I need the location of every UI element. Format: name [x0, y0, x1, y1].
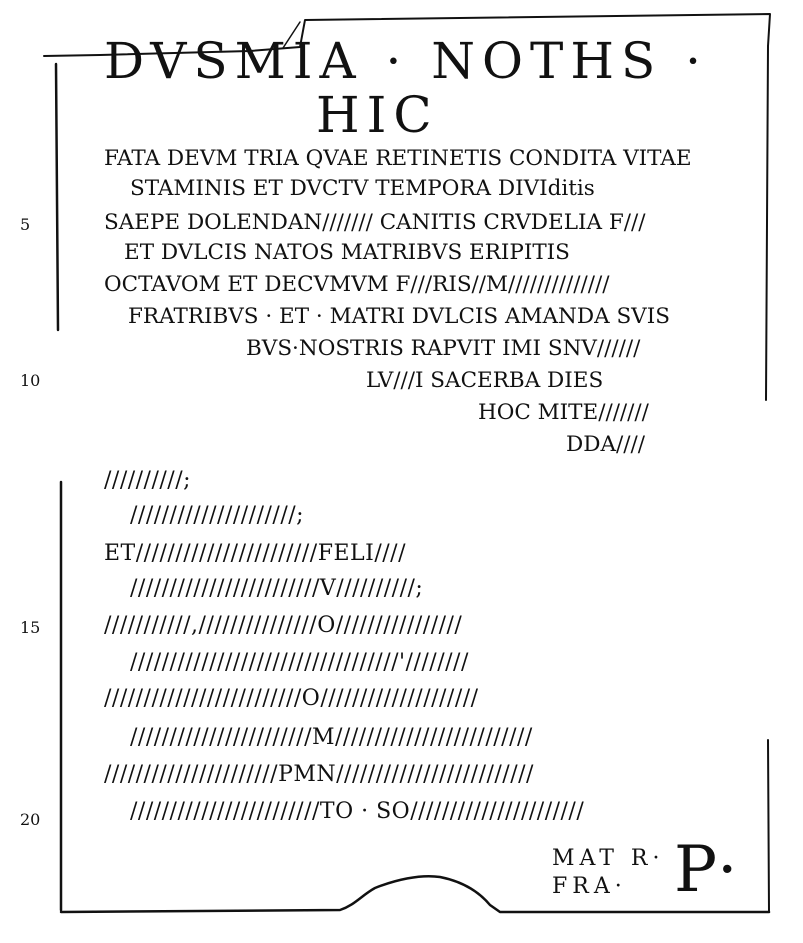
inscription-line-4: ET DVLCIS NATOS MATRIBVS ERIPITIS — [124, 240, 570, 265]
upper-right-edge — [766, 46, 768, 400]
lower-line-4: ////////////////////////V//////////; — [130, 576, 424, 601]
lower-line-1: //////////; — [104, 468, 192, 493]
line-number-10: 10 — [20, 371, 41, 390]
lower-line-8: ///////////////////////M///////////////////////// — [130, 725, 533, 750]
heading-line-2: HIC — [316, 86, 439, 144]
lower-line-2: /////////////////////; — [130, 503, 305, 528]
inscription-line-2: STAMINIS ET DVCTV TEMPORA DIVIditis — [130, 176, 595, 201]
signature-letter: P· — [674, 833, 738, 907]
lower-line-3: ET///////////////////////FELI//// — [104, 541, 406, 566]
lower-line-5: ///////////,///////////////O//////////////// — [104, 613, 463, 638]
inscription-line-10: DDA//// — [566, 432, 645, 457]
signature-line-2: FRA· — [552, 874, 627, 899]
heading-line-1: DVSMIA · NOTHS · — [104, 32, 709, 90]
lower-line-9: //////////////////////PMN///////////////////////// — [104, 762, 534, 787]
inscription-line-8: LV///I SACERBA DIES — [366, 368, 604, 393]
lower-right-edge — [768, 740, 769, 912]
line-number-15: 15 — [20, 618, 41, 637]
upper-left-edge — [56, 64, 58, 330]
lower-line-6: //////////////////////////////////'//////// — [130, 650, 469, 675]
lower-line-10: ////////////////////////TO · SO////////////////////// — [130, 799, 585, 824]
inscription-line-3: SAEPE DOLENDAN/////// CANITIS CRVDELIA F/// — [104, 210, 646, 235]
line-number-20: 20 — [20, 810, 41, 829]
inscription-line-9: HOC MITE/////// — [478, 400, 649, 425]
bottom-edge — [61, 876, 769, 912]
inscription-line-7: BVS·NOSTRIS RAPVIT IMI SNV////// — [246, 336, 641, 361]
inscription-line-1: FATA DEVM TRIA QVAE RETINETIS CONDITA VITAE — [104, 146, 692, 171]
lower-line-7: /////////////////////////O//////////////////// — [104, 686, 479, 711]
inscription-line-5: OCTAVOM ET DECVMVM F///RIS//M////////////// — [104, 272, 610, 297]
line-number-5: 5 — [20, 215, 31, 234]
inscription-line-6: FRATRIBVS · ET · MATRI DVLCIS AMANDA SVIS — [128, 304, 670, 329]
signature-line-1: MAT R· — [552, 846, 665, 871]
